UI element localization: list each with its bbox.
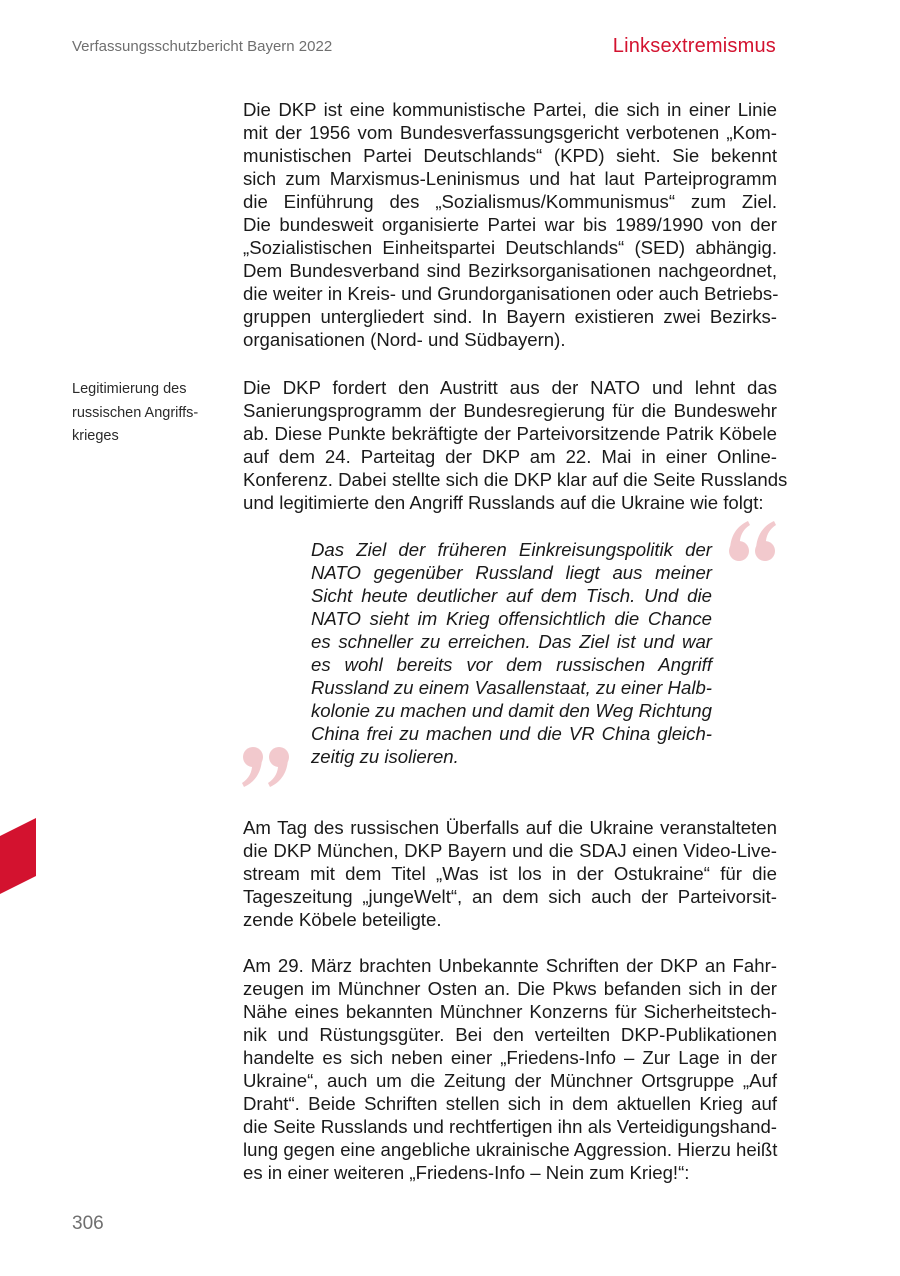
text-line: „Sozialistischen Einheitspartei Deutschlands“ (SED) abhängig. [243, 237, 777, 258]
margin-note-line: russischen Angriffs- [72, 404, 199, 421]
text-line: die Seite Russlands und rechtfertigen ihn als Verteidigungshand- [243, 1116, 777, 1137]
quote-line: kolonie zu machen und damit den Weg Richtung [311, 700, 712, 721]
block-quote [311, 538, 712, 768]
text-line: es in einer weiteren „Friedens-Info – Nein zum Krieg!“: [243, 1162, 690, 1183]
margin-note-line: krieges [72, 428, 119, 444]
header-section-title: Linksextremismus [612, 35, 776, 57]
text-line: Die DKP fordert den Austritt aus der NATO und lehnt das [243, 377, 777, 398]
text-line: Tageszeitung „jungeWelt“, an dem sich auch der Parteivorsit- [243, 886, 777, 907]
quote-line: es schneller zu erreichen. Das Ziel ist und war [311, 631, 712, 652]
quote-line: es wohl bereits vor dem russischen Angriff [311, 654, 712, 675]
text-line: mit der 1956 vom Bundesverfassungsgericht verbotenen „Kom- [243, 122, 777, 143]
margin-note-line: Legitimierung des [72, 381, 187, 397]
quote-line: Sicht heute deutlicher auf dem Tisch. Und die [311, 585, 712, 606]
text-line: zeugen im Münchner Osten an. Die Pkws befanden sich in der [243, 978, 777, 999]
section-marker-icon [0, 818, 38, 894]
text-line: Am 29. März brachten Unbekannte Schriften der DKP an Fahr- [243, 955, 777, 976]
text-line: Die DKP ist eine kommunistische Partei, die sich in einer Linie [243, 99, 777, 120]
text-line: Ukraine“, auch um die Zeitung der Münchner Ortsgruppe „Auf [243, 1070, 777, 1091]
margin-note [72, 378, 198, 449]
open-quote-icon [728, 520, 780, 564]
text-line: auf dem 24. Parteitag der DKP am 22. Mai in einer Online- [243, 446, 777, 467]
quote-line: Das Ziel der früheren Einkreisungspolitik der [311, 539, 712, 560]
page-number: 306 [72, 1213, 104, 1234]
text-line: gruppen untergliedert sind. In Bayern existieren zwei Bezirks- [243, 306, 777, 327]
text-line: sich zum Marxismus-Leninismus und hat laut Parteiprogramm [243, 168, 777, 189]
text-line: und legitimierte den Angriff Russlands auf die Ukraine wie folgt: [243, 492, 764, 513]
text-line: Draht“. Beide Schriften stellen sich in dem aktuellen Krieg auf [243, 1093, 777, 1114]
text-line: zende Köbele beteiligte. [243, 909, 442, 930]
text-line: Am Tag des russischen Überfalls auf die Ukraine veranstalteten [243, 817, 777, 838]
text-line: Nähe eines bekannten Münchner Konzerns für Sicherheitstech- [243, 1001, 777, 1022]
quote-line: NATO gegenüber Russland liegt aus meiner [311, 562, 712, 583]
text-line: handelte es sich neben einer „Friedens-Info – Zur Lage in der [243, 1047, 777, 1068]
text-line: Sanierungsprogramm der Bundesregierung für die Bundeswehr [243, 400, 777, 421]
paragraph-munich-flyers [243, 954, 777, 1184]
quote-line: NATO sieht im Krieg offensichtlich die Chance [311, 608, 712, 629]
text-line: die Einführung des „Sozialismus/Kommunismus“ zum Ziel. [243, 191, 777, 212]
quote-line: China frei zu machen und die VR China gleich- [311, 723, 712, 744]
text-line: Die bundesweit organisierte Partei war bis 1989/1990 von der [243, 214, 777, 235]
header-publication-title: Verfassungsschutzbericht Bayern 2022 [72, 38, 333, 55]
text-line: stream mit dem Titel „Was ist los in der Ostukraine“ für die [243, 863, 777, 884]
quote-line: Russland zu einem Vasallenstaat, zu einer Halb- [311, 677, 712, 698]
paragraph-livestream [243, 816, 777, 931]
text-line: munistischen Partei Deutschlands“ (KPD) sieht. Sie bekennt [243, 145, 777, 166]
quote-line: zeitig zu isolieren. [311, 746, 459, 767]
paragraph-dkp-intro [243, 98, 777, 351]
text-line: die weiter in Kreis- und Grundorganisationen oder auch Betriebs- [243, 283, 779, 304]
close-quote-icon [240, 744, 292, 788]
text-line: Dem Bundesverband sind Bezirksorganisationen nachgeordnet, [243, 260, 777, 281]
text-line: organisationen (Nord- und Südbayern). [243, 329, 566, 350]
paragraph-nato-exit [243, 376, 788, 514]
text-line: Konferenz. Dabei stellte sich die DKP klar auf die Seite Russlands [243, 469, 788, 490]
text-line: die DKP München, DKP Bayern und die SDAJ einen Video-Live- [243, 840, 777, 861]
text-line: lung gegen eine angebliche ukrainische Aggression. Hierzu heißt [243, 1139, 778, 1160]
text-line: ab. Diese Punkte bekräftigte der Parteivorsitzende Patrik Köbele [243, 423, 777, 444]
text-line: nik und Rüstungsgüter. Bei den verteilten DKP-Publikationen [243, 1024, 777, 1045]
